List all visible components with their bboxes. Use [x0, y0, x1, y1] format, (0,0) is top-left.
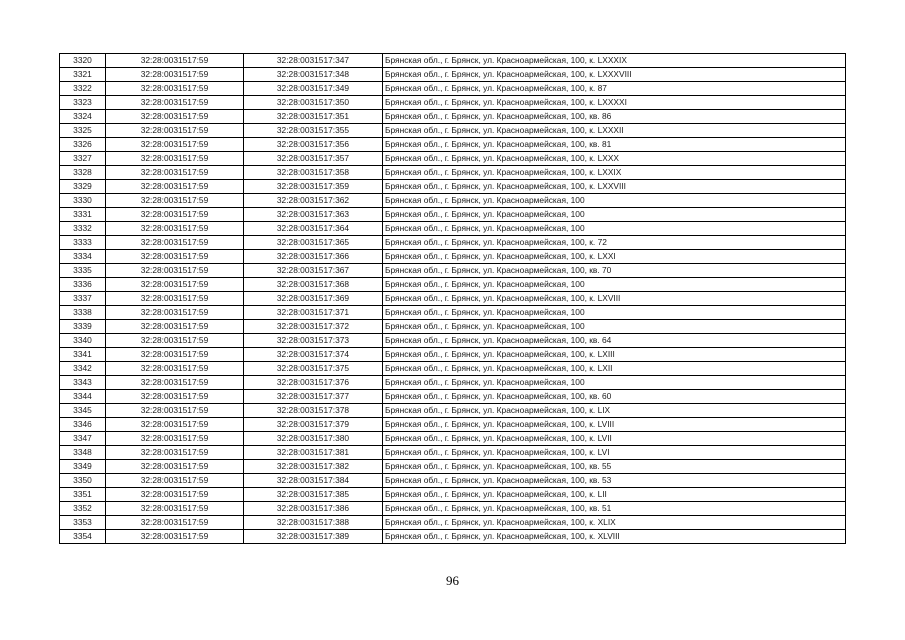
address-cell: Брянская обл., г. Брянск, ул. Красноармейская, 100, к. LXXI: [383, 250, 846, 264]
table-row: [60, 152, 846, 166]
parcel-cadastral-cell: 32:28:0031517:59: [106, 516, 244, 530]
address-cell: Брянская обл., г. Брянск, ул. Красноармейская, 100, к. LXXXIX: [383, 54, 846, 68]
object-cadastral-cell: 32:28:0031517:369: [244, 292, 383, 306]
row-number-cell: 3351: [60, 488, 106, 502]
row-number-cell: 3344: [60, 390, 106, 404]
row-number-cell: 3348: [60, 446, 106, 460]
parcel-cadastral-cell: 32:28:0031517:59: [106, 362, 244, 376]
table-row: [60, 82, 846, 96]
row-number-cell: 3335: [60, 264, 106, 278]
table-row: [60, 96, 846, 110]
object-cadastral-cell: 32:28:0031517:359: [244, 180, 383, 194]
table-row: [60, 110, 846, 124]
object-cadastral-cell: 32:28:0031517:363: [244, 208, 383, 222]
row-number-cell: 3332: [60, 222, 106, 236]
parcel-cadastral-cell: 32:28:0031517:59: [106, 320, 244, 334]
parcel-cadastral-cell: 32:28:0031517:59: [106, 348, 244, 362]
row-number-cell: 3323: [60, 96, 106, 110]
address-cell: Брянская обл., г. Брянск, ул. Красноармейская, 100, к. LXXVIII: [383, 180, 846, 194]
object-cadastral-cell: 32:28:0031517:382: [244, 460, 383, 474]
address-cell: Брянская обл., г. Брянск, ул. Красноармейская, 100, к. LII: [383, 488, 846, 502]
table-row: [60, 236, 846, 250]
cadastral-table: [59, 53, 846, 544]
parcel-cadastral-cell: 32:28:0031517:59: [106, 96, 244, 110]
address-cell: Брянская обл., г. Брянск, ул. Красноармейская, 100: [383, 376, 846, 390]
parcel-cadastral-cell: 32:28:0031517:59: [106, 460, 244, 474]
object-cadastral-cell: 32:28:0031517:347: [244, 54, 383, 68]
table-row: [60, 390, 846, 404]
parcel-cadastral-cell: 32:28:0031517:59: [106, 292, 244, 306]
parcel-cadastral-cell: 32:28:0031517:59: [106, 264, 244, 278]
row-number-cell: 3333: [60, 236, 106, 250]
row-number-cell: 3345: [60, 404, 106, 418]
row-number-cell: 3339: [60, 320, 106, 334]
row-number-cell: 3328: [60, 166, 106, 180]
parcel-cadastral-cell: 32:28:0031517:59: [106, 502, 244, 516]
object-cadastral-cell: 32:28:0031517:384: [244, 474, 383, 488]
table-row: [60, 362, 846, 376]
table-row: [60, 320, 846, 334]
table-row: [60, 348, 846, 362]
parcel-cadastral-cell: 32:28:0031517:59: [106, 278, 244, 292]
parcel-cadastral-cell: 32:28:0031517:59: [106, 404, 244, 418]
parcel-cadastral-cell: 32:28:0031517:59: [106, 54, 244, 68]
row-number-cell: 3353: [60, 516, 106, 530]
parcel-cadastral-cell: 32:28:0031517:59: [106, 390, 244, 404]
table-row: [60, 264, 846, 278]
row-number-cell: 3347: [60, 432, 106, 446]
parcel-cadastral-cell: 32:28:0031517:59: [106, 432, 244, 446]
object-cadastral-cell: 32:28:0031517:358: [244, 166, 383, 180]
address-cell: Брянская обл., г. Брянск, ул. Красноармейская, 100, кв. 51: [383, 502, 846, 516]
object-cadastral-cell: 32:28:0031517:376: [244, 376, 383, 390]
table-row: [60, 460, 846, 474]
parcel-cadastral-cell: 32:28:0031517:59: [106, 180, 244, 194]
row-number-cell: 3336: [60, 278, 106, 292]
parcel-cadastral-cell: 32:28:0031517:59: [106, 530, 244, 544]
address-cell: Брянская обл., г. Брянск, ул. Красноармейская, 100, к. LXXXII: [383, 124, 846, 138]
address-cell: Брянская обл., г. Брянск, ул. Красноармейская, 100, к. XLIX: [383, 516, 846, 530]
row-number-cell: 3330: [60, 194, 106, 208]
parcel-cadastral-cell: 32:28:0031517:59: [106, 334, 244, 348]
address-cell: Брянская обл., г. Брянск, ул. Красноармейская, 100: [383, 222, 846, 236]
address-cell: Брянская обл., г. Брянск, ул. Красноармейская, 100, к. LIX: [383, 404, 846, 418]
object-cadastral-cell: 32:28:0031517:385: [244, 488, 383, 502]
row-number-cell: 3326: [60, 138, 106, 152]
address-cell: Брянская обл., г. Брянск, ул. Красноармейская, 100: [383, 278, 846, 292]
address-cell: Брянская обл., г. Брянск, ул. Красноармейская, 100, к. LXVIII: [383, 292, 846, 306]
address-cell: Брянская обл., г. Брянск, ул. Красноармейская, 100, кв. 64: [383, 334, 846, 348]
address-cell: Брянская обл., г. Брянск, ул. Красноармейская, 100: [383, 306, 846, 320]
row-number-cell: 3352: [60, 502, 106, 516]
parcel-cadastral-cell: 32:28:0031517:59: [106, 208, 244, 222]
row-number-cell: 3350: [60, 474, 106, 488]
parcel-cadastral-cell: 32:28:0031517:59: [106, 236, 244, 250]
row-number-cell: 3324: [60, 110, 106, 124]
address-cell: Брянская обл., г. Брянск, ул. Красноармейская, 100, к. LXXX: [383, 152, 846, 166]
object-cadastral-cell: 32:28:0031517:350: [244, 96, 383, 110]
table-row: [60, 166, 846, 180]
table-row: [60, 180, 846, 194]
object-cadastral-cell: 32:28:0031517:368: [244, 278, 383, 292]
row-number-cell: 3325: [60, 124, 106, 138]
parcel-cadastral-cell: 32:28:0031517:59: [106, 306, 244, 320]
object-cadastral-cell: 32:28:0031517:366: [244, 250, 383, 264]
table-row: [60, 376, 846, 390]
address-cell: Брянская обл., г. Брянск, ул. Красноармейская, 100, к. LVI: [383, 446, 846, 460]
table-body: [60, 54, 846, 544]
address-cell: Брянская обл., г. Брянск, ул. Красноармейская, 100, к. 72: [383, 236, 846, 250]
object-cadastral-cell: 32:28:0031517:377: [244, 390, 383, 404]
address-cell: Брянская обл., г. Брянск, ул. Красноармейская, 100, к. LXXXVIII: [383, 68, 846, 82]
address-cell: Брянская обл., г. Брянск, ул. Красноармейская, 100, к. LXIII: [383, 348, 846, 362]
row-number-cell: 3340: [60, 334, 106, 348]
table-row: [60, 334, 846, 348]
parcel-cadastral-cell: 32:28:0031517:59: [106, 82, 244, 96]
parcel-cadastral-cell: 32:28:0031517:59: [106, 124, 244, 138]
table-row: [60, 404, 846, 418]
object-cadastral-cell: 32:28:0031517:367: [244, 264, 383, 278]
object-cadastral-cell: 32:28:0031517:371: [244, 306, 383, 320]
row-number-cell: 3334: [60, 250, 106, 264]
row-number-cell: 3338: [60, 306, 106, 320]
parcel-cadastral-cell: 32:28:0031517:59: [106, 250, 244, 264]
row-number-cell: 3342: [60, 362, 106, 376]
object-cadastral-cell: 32:28:0031517:372: [244, 320, 383, 334]
row-number-cell: 3327: [60, 152, 106, 166]
object-cadastral-cell: 32:28:0031517:351: [244, 110, 383, 124]
object-cadastral-cell: 32:28:0031517:362: [244, 194, 383, 208]
row-number-cell: 3349: [60, 460, 106, 474]
parcel-cadastral-cell: 32:28:0031517:59: [106, 376, 244, 390]
object-cadastral-cell: 32:28:0031517:389: [244, 530, 383, 544]
parcel-cadastral-cell: 32:28:0031517:59: [106, 152, 244, 166]
table-row: [60, 138, 846, 152]
page-number: 96: [446, 573, 459, 588]
address-cell: Брянская обл., г. Брянск, ул. Красноармейская, 100: [383, 208, 846, 222]
address-cell: Брянская обл., г. Брянск, ул. Красноармейская, 100, к. LXXIX: [383, 166, 846, 180]
table-row: [60, 54, 846, 68]
parcel-cadastral-cell: 32:28:0031517:59: [106, 138, 244, 152]
address-cell: Брянская обл., г. Брянск, ул. Красноармейская, 100: [383, 320, 846, 334]
parcel-cadastral-cell: 32:28:0031517:59: [106, 68, 244, 82]
table-row: [60, 208, 846, 222]
row-number-cell: 3346: [60, 418, 106, 432]
object-cadastral-cell: 32:28:0031517:373: [244, 334, 383, 348]
table-row: [60, 446, 846, 460]
parcel-cadastral-cell: 32:28:0031517:59: [106, 222, 244, 236]
table-row: [60, 194, 846, 208]
object-cadastral-cell: 32:28:0031517:386: [244, 502, 383, 516]
address-cell: Брянская обл., г. Брянск, ул. Красноармейская, 100, к. LVII: [383, 432, 846, 446]
row-number-cell: 3343: [60, 376, 106, 390]
table-row: [60, 432, 846, 446]
object-cadastral-cell: 32:28:0031517:356: [244, 138, 383, 152]
address-cell: Брянская обл., г. Брянск, ул. Красноармейская, 100, к. 87: [383, 82, 846, 96]
object-cadastral-cell: 32:28:0031517:381: [244, 446, 383, 460]
parcel-cadastral-cell: 32:28:0031517:59: [106, 418, 244, 432]
row-number-cell: 3320: [60, 54, 106, 68]
table-row: [60, 222, 846, 236]
parcel-cadastral-cell: 32:28:0031517:59: [106, 166, 244, 180]
object-cadastral-cell: 32:28:0031517:348: [244, 68, 383, 82]
row-number-cell: 3329: [60, 180, 106, 194]
table-row: [60, 418, 846, 432]
address-cell: Брянская обл., г. Брянск, ул. Красноармейская, 100, к. LXII: [383, 362, 846, 376]
object-cadastral-cell: 32:28:0031517:379: [244, 418, 383, 432]
address-cell: Брянская обл., г. Брянск, ул. Красноармейская, 100, к. XLVIII: [383, 530, 846, 544]
table-row: [60, 68, 846, 82]
address-cell: Брянская обл., г. Брянск, ул. Красноармейская, 100, кв. 55: [383, 460, 846, 474]
table-row: [60, 278, 846, 292]
table-row: [60, 516, 846, 530]
table-row: [60, 530, 846, 544]
table-row: [60, 306, 846, 320]
object-cadastral-cell: 32:28:0031517:375: [244, 362, 383, 376]
object-cadastral-cell: 32:28:0031517:355: [244, 124, 383, 138]
address-cell: Брянская обл., г. Брянск, ул. Красноармейская, 100, кв. 86: [383, 110, 846, 124]
object-cadastral-cell: 32:28:0031517:374: [244, 348, 383, 362]
table-row: [60, 250, 846, 264]
object-cadastral-cell: 32:28:0031517:364: [244, 222, 383, 236]
object-cadastral-cell: 32:28:0031517:357: [244, 152, 383, 166]
parcel-cadastral-cell: 32:28:0031517:59: [106, 474, 244, 488]
table-row: [60, 474, 846, 488]
object-cadastral-cell: 32:28:0031517:378: [244, 404, 383, 418]
table-row: [60, 124, 846, 138]
address-cell: Брянская обл., г. Брянск, ул. Красноармейская, 100, кв. 53: [383, 474, 846, 488]
object-cadastral-cell: 32:28:0031517:365: [244, 236, 383, 250]
address-cell: Брянская обл., г. Брянск, ул. Красноармейская, 100, кв. 70: [383, 264, 846, 278]
parcel-cadastral-cell: 32:28:0031517:59: [106, 110, 244, 124]
row-number-cell: 3322: [60, 82, 106, 96]
object-cadastral-cell: 32:28:0031517:349: [244, 82, 383, 96]
address-cell: Брянская обл., г. Брянск, ул. Красноармейская, 100: [383, 194, 846, 208]
row-number-cell: 3341: [60, 348, 106, 362]
row-number-cell: 3337: [60, 292, 106, 306]
object-cadastral-cell: 32:28:0031517:388: [244, 516, 383, 530]
table-row: [60, 502, 846, 516]
row-number-cell: 3331: [60, 208, 106, 222]
address-cell: Брянская обл., г. Брянск, ул. Красноармейская, 100, кв. 81: [383, 138, 846, 152]
parcel-cadastral-cell: 32:28:0031517:59: [106, 446, 244, 460]
table-row: [60, 292, 846, 306]
address-cell: Брянская обл., г. Брянск, ул. Красноармейская, 100, к. LVIII: [383, 418, 846, 432]
row-number-cell: 3321: [60, 68, 106, 82]
document-table-container: [59, 53, 846, 544]
parcel-cadastral-cell: 32:28:0031517:59: [106, 194, 244, 208]
row-number-cell: 3354: [60, 530, 106, 544]
parcel-cadastral-cell: 32:28:0031517:59: [106, 488, 244, 502]
object-cadastral-cell: 32:28:0031517:380: [244, 432, 383, 446]
address-cell: Брянская обл., г. Брянск, ул. Красноармейская, 100, к. LXXXXI: [383, 96, 846, 110]
table-row: [60, 488, 846, 502]
address-cell: Брянская обл., г. Брянск, ул. Красноармейская, 100, кв. 60: [383, 390, 846, 404]
